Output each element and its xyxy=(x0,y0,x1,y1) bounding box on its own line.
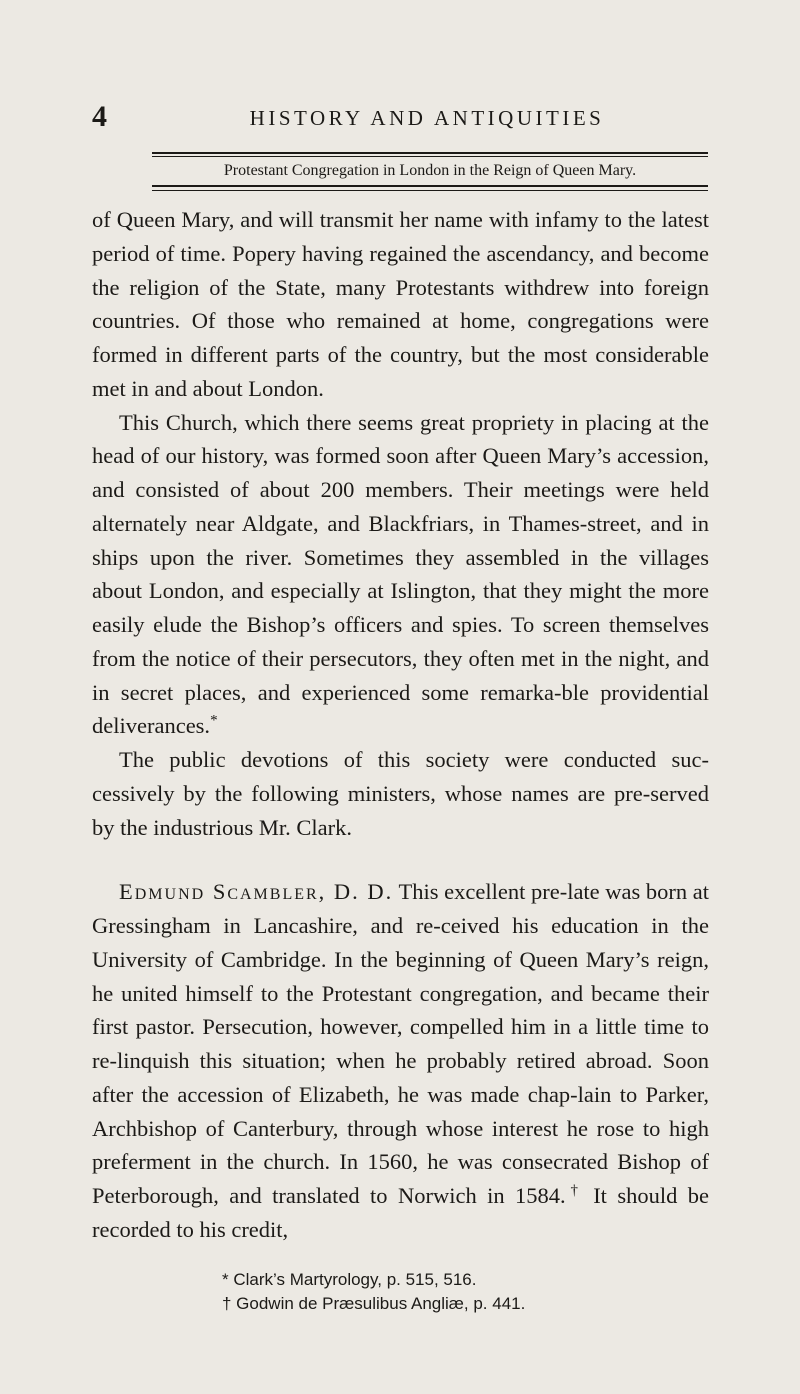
paragraph-4-text: This excellent pre-late was born at Gressingham in Lancashire, and re-ceived his education in the University of Cambridge. In the beginning of Queen Mary’s reign, he united himself to the Protestant congregation, and became their first pastor. Persecution, however, compelled him in a little time to re-linquish this situation; when he probably retired abroad. Soon after the accession of Elizabeth, he was made chap-lain to Parker, Archbishop of Canterbury, through whose interest he rose to high preferment in the church. In 1560, he was consecrated Bishop of Peterborough, and translated to Norwich in 1584. xyxy=(92,879,710,1208)
bottom-rule-thick xyxy=(152,185,708,187)
body-text xyxy=(92,203,709,1247)
running-head xyxy=(92,100,712,140)
running-title: HISTORY AND ANTIQUITIES xyxy=(249,106,605,130)
page-number: 4 xyxy=(92,100,107,133)
footnotes xyxy=(92,1268,709,1316)
paragraph-2 xyxy=(92,406,709,744)
footnote-2: † Godwin de Præsulibus Angliæ, p. 441. xyxy=(222,1294,526,1313)
paragraph-4 xyxy=(92,875,709,1246)
bottom-rule-thin xyxy=(152,190,708,191)
top-rule-thick xyxy=(152,152,708,154)
paragraph-4-end: It should be recorded to his credit, xyxy=(92,1183,710,1242)
section-subtitle: Protestant Congregation in London in the Reign of Queen Mary. xyxy=(223,162,637,179)
footnote-1: * Clark’s Martyrology, p. 515, 516. xyxy=(222,1270,477,1289)
minister-name: Edmund Scambler, D. D. xyxy=(119,879,394,905)
top-rule-thin xyxy=(152,156,708,157)
paragraph-1: of Queen Mary, and will transmit her name with infamy to the latest period of time. Popery having regained the ascendancy, and become the religion of the State, many Protestants withdrew into foreign countries. Of those who remained at home, congregations were formed in different parts of the country, but the most considerable met in and about London. xyxy=(92,207,709,401)
footnote-ref-2: † xyxy=(565,1182,583,1199)
paragraph-2-text: This Church, which there seems great propriety in placing at the head of our history, was formed soon after Queen Mary’s accession, and consisted of about 200 members. Their meetings were held alternately near Aldgate, and Blackfriars, in Thames-street, and in ships upon the river. Sometimes they assembled in the villages about London, and especially at Islington, that they might the more easily elude the Bishop’s officers and spies. To screen themselves from the notice of their persecutors, they often met in the night, and in secret places, and experienced some remarka-ble providential deliverances. xyxy=(92,409,709,739)
paragraph-3: The public devotions of this society were conducted suc-cessively by the following ministers, whose names are pre-served by the industrious Mr. Clark. xyxy=(92,747,709,840)
footnote-ref-1: * xyxy=(210,712,218,729)
